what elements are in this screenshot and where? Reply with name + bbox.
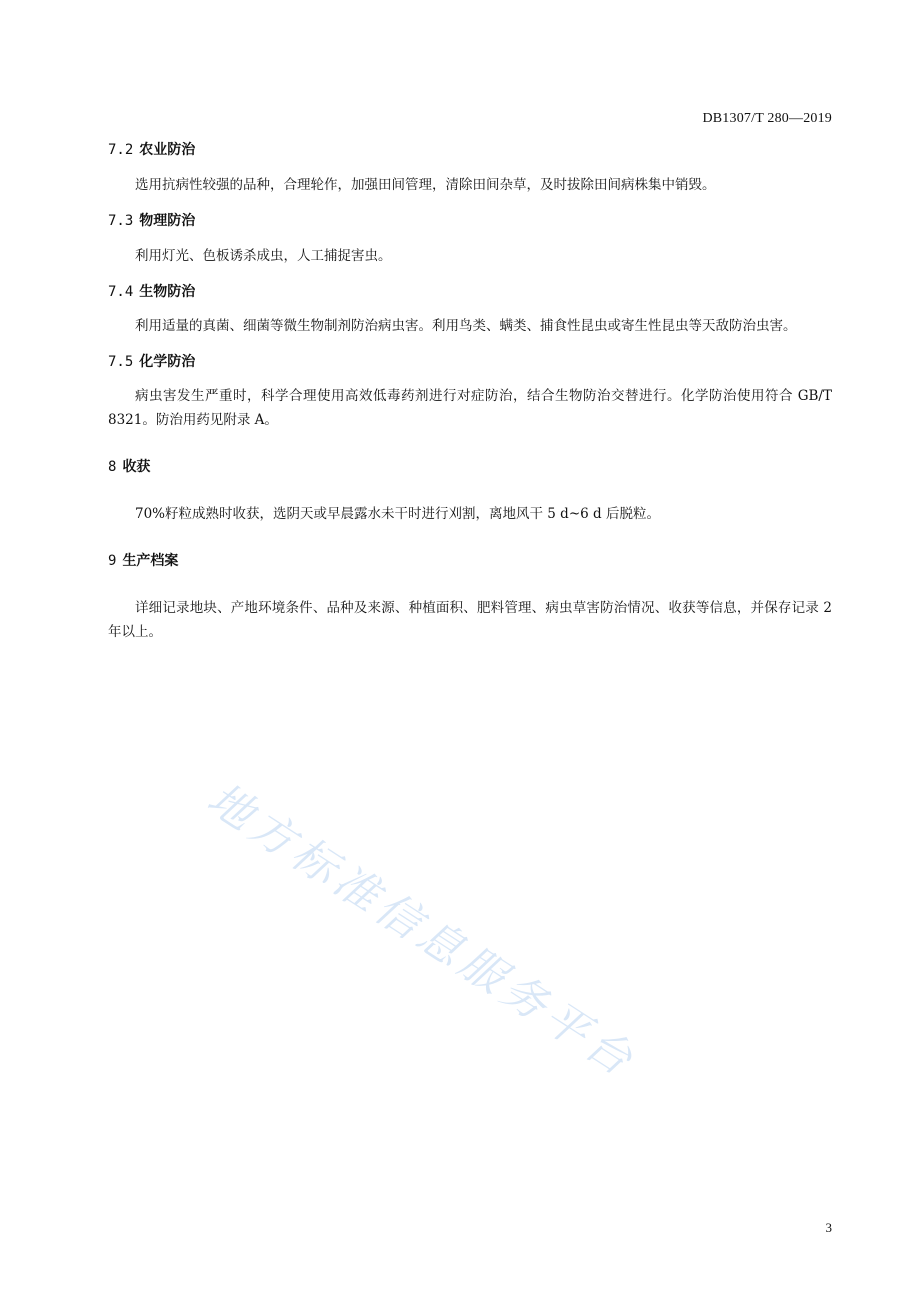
section-number: 7.3 [108, 213, 134, 229]
section-title: 生物防治 [139, 284, 196, 300]
section-text-7-4: 利用适量的真菌、细菌等微生物制剂防治病虫害。利用鸟类、螨类、捕食性昆虫或寄生性昆虫等天敌防治虫害。 [135, 318, 797, 334]
section-number: 7.2 [108, 142, 134, 158]
section-number: 7.5 [108, 354, 134, 370]
section-text-7-3: 利用灯光、色板诱杀成虫，人工捕捉害虫。 [135, 248, 392, 264]
section-heading-7-2 [108, 140, 832, 160]
section-title: 农业防治 [139, 142, 196, 158]
section-number: 7.4 [108, 284, 134, 300]
section-heading-9 [108, 551, 832, 571]
section-heading-7-4 [108, 282, 832, 302]
section-heading-7-5 [108, 352, 832, 372]
section-heading-7-3 [108, 211, 832, 231]
section-text-8: 70%籽粒成熟时收获，选阴天或早晨露水未干时进行刈割，离地风干 5 d~6 d 后脱粒。 [135, 506, 660, 522]
document-body [108, 140, 832, 644]
watermark: 地方标准信息服务平台 [198, 773, 646, 1089]
section-heading-8 [108, 457, 832, 477]
section-title: 物理防治 [139, 213, 196, 229]
section-text-9: 详细记录地块、产地环境条件、品种及来源、种植面积、肥料管理、病虫草害防治情况、收获等信息，并保存记录 2 年以上。 [108, 600, 832, 640]
section-number: 9 [108, 553, 117, 569]
section-number: 8 [108, 459, 117, 475]
page-number: 3 [825, 1220, 832, 1235]
section-title: 生产档案 [122, 553, 179, 569]
section-title: 化学防治 [139, 354, 196, 370]
section-text-7-2: 选用抗病性较强的品种，合理轮作，加强田间管理，清除田间杂草，及时拔除田间病株集中销毁。 [135, 177, 716, 193]
section-title: 收获 [122, 459, 151, 475]
standard-code: DB1307/T 280—2019 [702, 111, 832, 126]
section-text-7-5: 病虫害发生严重时，科学合理使用高效低毒药剂进行对症防治，结合生物防治交替进行。化学防治使用符合 GB/T 8321。防治用药见附录 A。 [108, 388, 832, 428]
